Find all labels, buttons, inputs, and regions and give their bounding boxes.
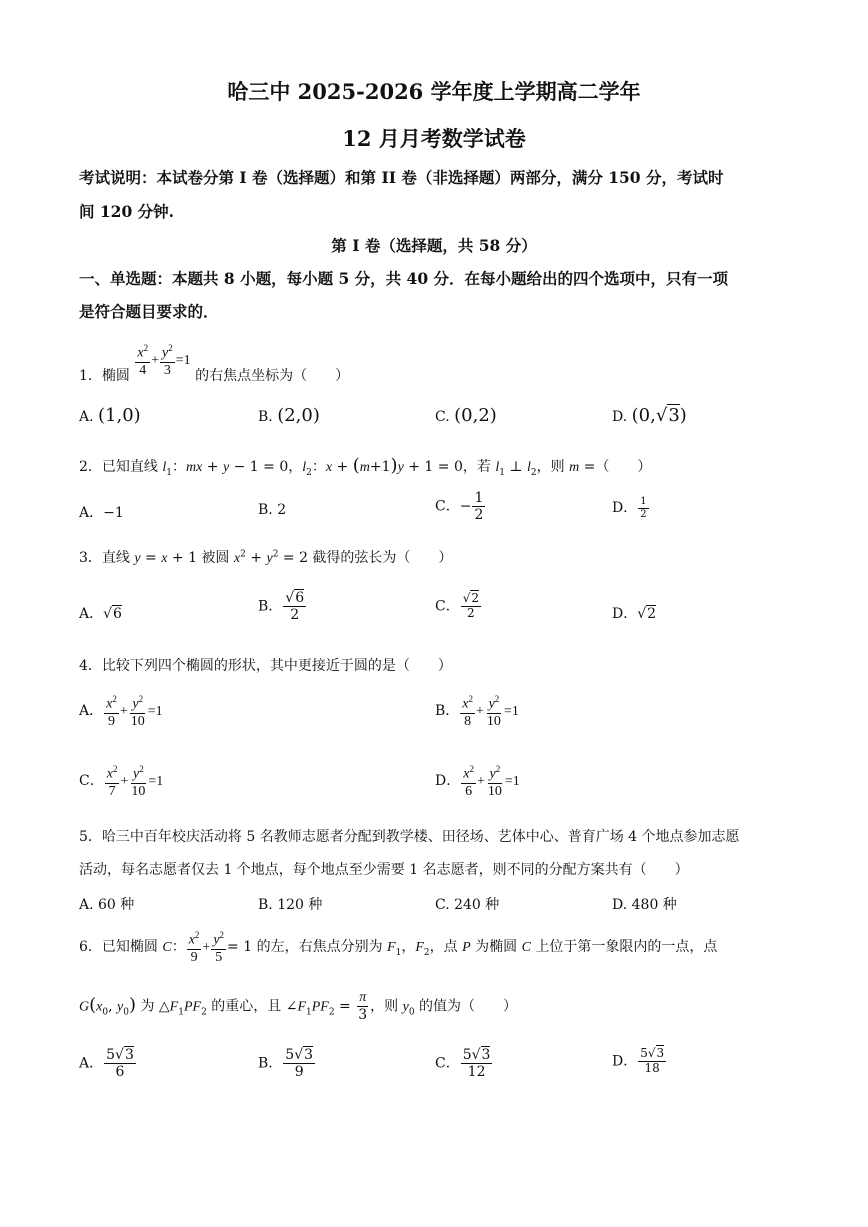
q3-option-a[interactable]: A．√6 [79,606,122,622]
q5-option-b[interactable]: B. 120 种 [258,897,323,913]
q4-option-b[interactable]: B． $\frac{x^2}{8}$ + $\frac{y^2}{10}$ =1 [435,694,519,729]
q2-option-c[interactable]: C．− $\frac{1}{2}$ [435,490,484,524]
q5-option-d[interactable]: D. 480 种 [612,897,677,913]
q6-option-b[interactable]: B． $\frac{5√3}{9}$ [258,1047,314,1081]
question-6-line2: $G(x_0$, $y_0$) 为 $\triangle F_1PF_2$ 的重心，且 $\angle F_1PF_2$ = $\frac{\pi}{3}$ ，则 $y_0$ 的值为（ ） [79,990,518,1024]
part1-heading: 第 I 卷（选择题，共 58 分） [331,236,537,255]
section1-line1: 一、单选题：本题共 8 小题，每小题 5 分，共 40 分．在每小题给出的四个选项中，只有一项 [79,269,729,288]
q1-option-b[interactable]: B. (2,0) [258,405,320,426]
section1-line2: 是符合题目要求的． [79,302,219,321]
q4-option-c[interactable]: C． $\frac{x^2}{7}$ + $\frac{y^2}{10}$ =1 [79,764,164,799]
instructions-cont: 间 120 分钟. [79,202,175,221]
question-2: 2．已知直线 $l_1$：mx + y − 1 = 0，$l_2$：x + (m+1)y + 1 = 0，若 $l_1$ ⊥ $l_2$，则 m =（ ） [79,455,652,478]
question-1: 1．椭圆 $\frac{x^2}{4}$ + $\frac{y^2}{3}$ =1 的右焦点坐标为（ ） [79,343,350,384]
q5-option-c[interactable]: C. 240 种 [435,897,500,913]
instructions: 考试说明：本试卷分第 I 卷（选择题）和第 II 卷（非选择题）两部分，满分 150 分，考试时 [79,168,724,187]
q6-option-a[interactable]: A． $\frac{5√3}{6}$ [79,1047,134,1081]
q2-option-d[interactable]: D． $\frac{1}{2}$ [612,496,647,520]
question-5-line1: 5．哈三中百年校庆活动将 5 名教师志愿者分配到教学楼、田径场、艺体中心、普育广场 4 个地点参加志愿 [79,829,740,845]
question-5-line2: 活动，每名志愿者仅去 1 个地点，每个地点至少需要 1 名志愿者，则不同的分配方案共有（ ） [79,862,689,878]
question-3: 3．直线 y = x + 1 被圆 $x^2 + y^2 = 2$ 截得的弦长为（ ） [79,549,453,566]
q1-option-c[interactable]: C. (0,2) [435,405,497,426]
q1-option-d[interactable]: D. (0,√3) [612,405,687,426]
q4-option-a[interactable]: A． $\frac{x^2}{9}$ + $\frac{y^2}{10}$ =1 [79,694,163,729]
question-6-line1: 6．已知椭圆 C： $\frac{x^2}{9}$ + $\frac{y^2}{5}$ = 1 的左，右焦点分别为 $F_1$，$F_2$，点 P 为椭圆 C 上位于第一象限内的一点，点 [79,930,718,965]
q1-option-a[interactable]: A. (1,0) [79,405,141,426]
q2-option-b[interactable]: B. 2 [258,502,287,518]
q3-option-c[interactable]: C． $\frac{√2}{2}$ [435,591,480,620]
q3-option-b[interactable]: B． $\frac{√6}{2}$ [258,590,305,624]
q6-option-c[interactable]: C． $\frac{5√3}{12}$ [435,1047,491,1081]
question-4: 4．比较下列四个椭圆的形状，其中更接近于圆的是（ ） [79,658,452,674]
exam-title: 哈三中 2025-2026 学年度上学期高二学年 [227,79,641,104]
q5-option-a[interactable]: A. 60 种 [79,897,135,913]
q3-option-d[interactable]: D．√2 [612,606,657,622]
q2-option-a[interactable]: A．−1 [79,505,124,521]
q4-option-d[interactable]: D． $\frac{x^2}{6}$ + $\frac{y^2}{10}$ =1 [435,764,520,799]
q6-option-d[interactable]: D． $\frac{5√3}{18}$ [612,1046,665,1075]
exam-subtitle: 12 月月考数学试卷 [342,126,526,151]
